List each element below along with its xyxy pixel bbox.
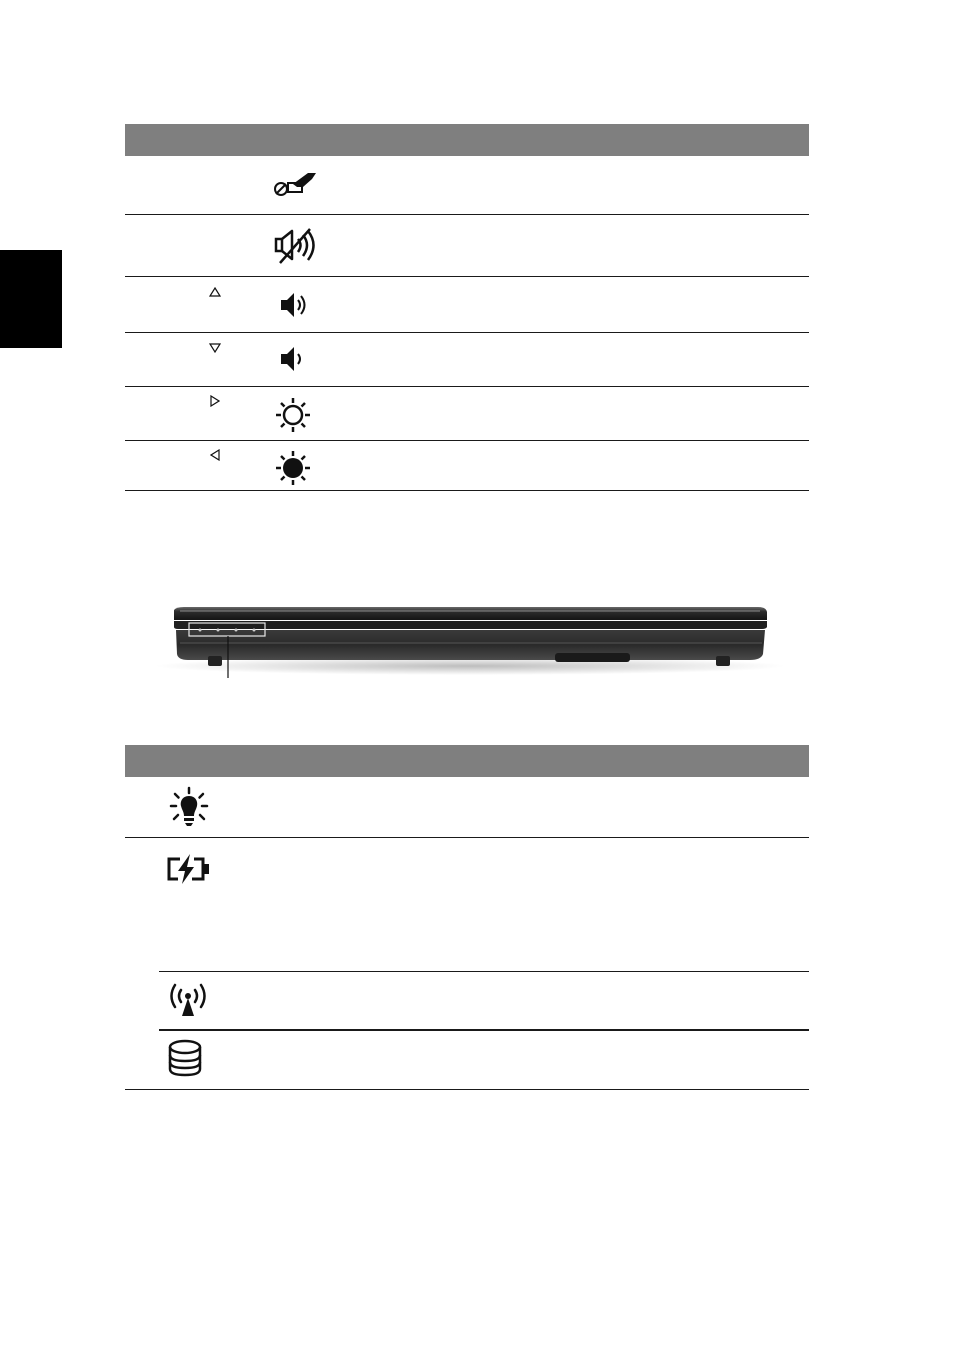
power-indicator-icon [169,786,209,828]
up-arrow-icon [209,287,221,297]
row-divider [125,386,809,387]
brightness-down-icon [274,449,312,487]
laptop-front-view-image [150,600,790,680]
wireless-indicator-icon [165,981,211,1019]
indicator-table-header [125,745,809,777]
chapter-side-tab [0,250,62,348]
volume-down-icon [279,344,309,374]
row-divider [125,276,809,277]
right-arrow-icon [210,395,220,407]
battery-indicator-icon [164,851,212,887]
down-arrow-icon [209,343,221,353]
row-divider [159,971,809,972]
hdd-indicator-icon [166,1038,204,1078]
row-divider [159,1029,809,1031]
brightness-up-icon [274,396,312,434]
table-bottom-rule [125,490,809,491]
table-bottom-rule [125,1089,809,1090]
row-divider [125,332,809,333]
hotkey-table-header [125,124,809,156]
volume-up-icon [279,290,309,320]
row-divider [125,837,809,838]
left-arrow-icon [210,449,220,461]
touchpad-toggle-icon [272,170,320,198]
row-divider [125,214,809,215]
speaker-mute-icon [274,226,318,266]
row-divider [125,440,809,441]
